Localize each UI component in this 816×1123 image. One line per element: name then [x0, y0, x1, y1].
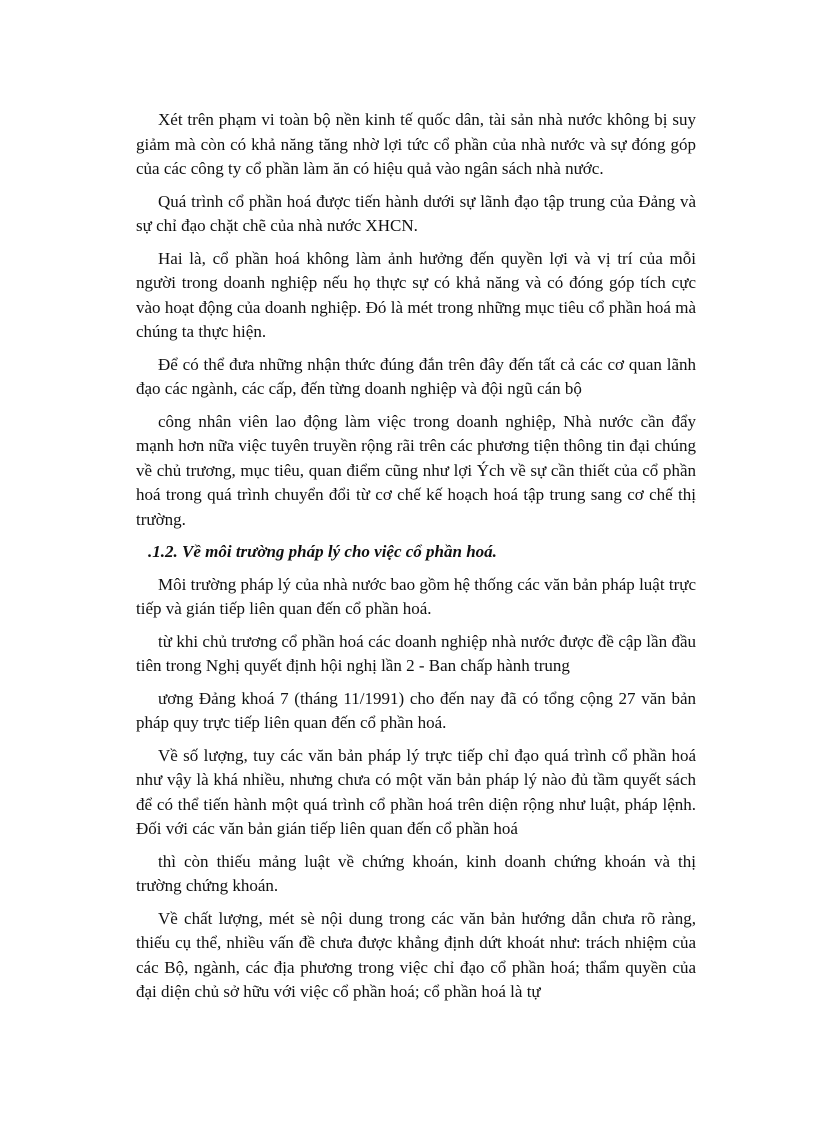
- paragraph-7: từ khi chủ trương cổ phần hoá các doanh nghiệp nhà nước được đề cập lần đầu tiên trong Nghị quyết định hội nghị lần 2 - Ban chấp hành trung: [136, 631, 696, 675]
- paragraph-4: Để có thể đưa những nhận thức đúng đắn trên đây đến tất cả các cơ quan lãnh đạo các ngành, các cấp, đến từng doanh nghiệp và đội ngũ cán bộ: [136, 354, 696, 398]
- paragraph-8: ương Đảng khoá 7 (tháng 11/1991) cho đến nay đã có tổng cộng 27 văn bản pháp quy trực tiếp liên quan đến cổ phần hoá.: [136, 688, 696, 732]
- section-heading: .1.2. Về môi trường pháp lý cho việc cổ phần hoá.: [148, 542, 497, 561]
- paragraph-11: Về chất lượng, mét sè nội dung trong các văn bản hướng dẫn chưa rõ ràng, thiếu cụ thể, nhiều vấn đề chưa được khẳng định dứt khoát như: trách nhiệm của các Bộ, ngành, các địa phương trong việc chỉ đạo cổ phần hoá; thẩm quyền của đại diện chủ sở hữu với việc cổ phần hoá; cổ phần hoá là tự: [136, 908, 696, 1001]
- paragraph-2: Quá trình cổ phần hoá được tiến hành dưới sự lãnh đạo tập trung của Đảng và sự chỉ đạo chặt chẽ của nhà nước XHCN.: [136, 191, 696, 235]
- paragraph-5: công nhân viên lao động làm việc trong doanh nghiệp, Nhà nước cần đẩy mạnh hơn nữa việc tuyên truyền rộng rãi trên các phương tiện thông tin đại chúng về chủ trương, mục tiêu, quan điểm cũng như lợi Ých về sự cần thiết của cổ phần hoá trong quá trình chuyển đổi từ cơ chế kế hoạch hoá tập trung sang cơ chế thị trường.: [136, 411, 696, 529]
- paragraph-6: Môi trường pháp lý của nhà nước bao gồm hệ thống các văn bản pháp luật trực tiếp và gián tiếp liên quan đến cổ phần hoá.: [136, 574, 696, 618]
- document-body: [136, 108, 696, 1013]
- paragraph-9: Về số lượng, tuy các văn bản pháp lý trực tiếp chỉ đạo quá trình cổ phần hoá như vậy là khá nhiều, nhưng chưa có một văn bản pháp lý nào đủ tầm quyết sách để có thể tiến hành một quá trình cổ phần hoá trên diện rộng như luật, pháp lệnh. Đối với các văn bản gián tiếp liên quan đến cổ phần hoá: [136, 745, 696, 838]
- paragraph-1: Xét trên phạm vi toàn bộ nền kinh tế quốc dân, tài sản nhà nước không bị suy giảm mà còn có khả năng tăng nhờ lợi tức cổ phần của nhà nước và sự đóng góp của các công ty cổ phần làm ăn có hiệu quả vào ngân sách nhà nước.: [136, 110, 696, 178]
- paragraph-3: Hai là, cổ phần hoá không làm ảnh hưởng đến quyền lợi và vị trí của mỗi người trong doanh nghiệp nếu họ thực sự có khả năng và có đóng góp tích cực vào hoạt động của doanh nghiệp. Đó là mét trong những mục tiêu cổ phần hoá mà chúng ta thực hiện.: [136, 248, 696, 341]
- paragraph-10: thì còn thiếu mảng luật về chứng khoán, kinh doanh chứng khoán và thị trường chứng khoán.: [136, 851, 696, 895]
